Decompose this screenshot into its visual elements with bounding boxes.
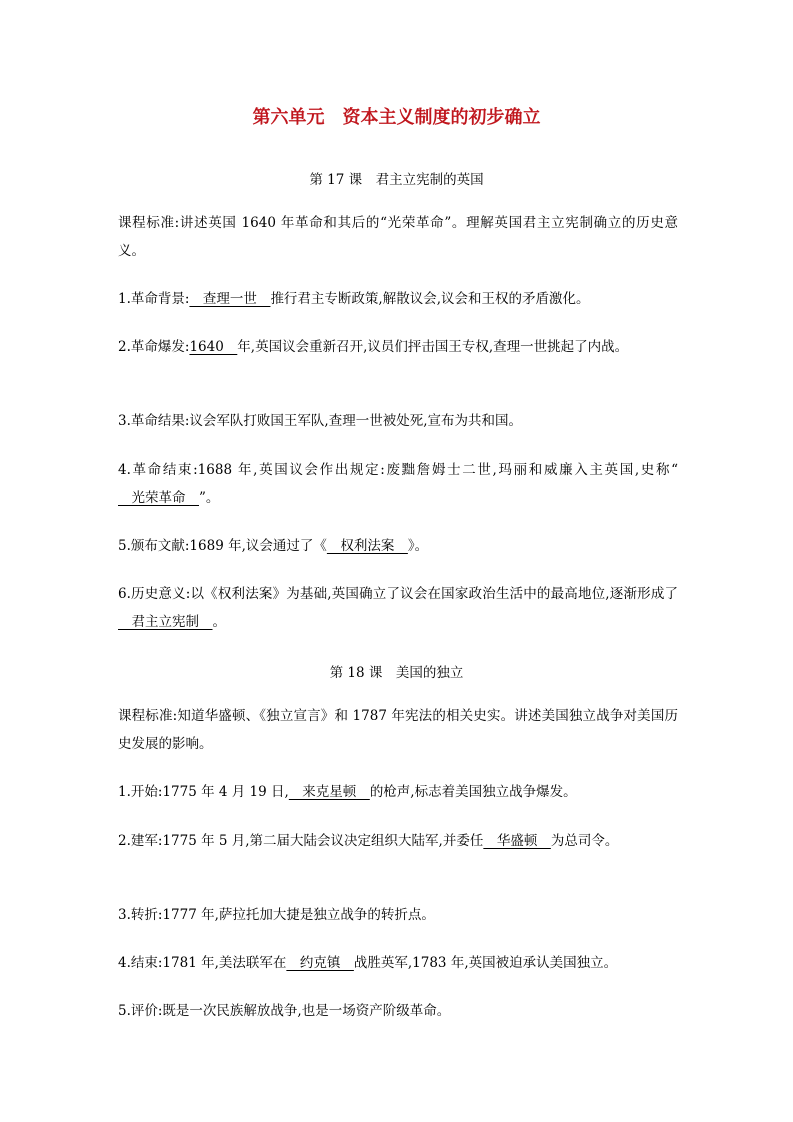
lesson-17-item-3: 3.革命结果:议会军队打败国王军队,查理一世被处死,宣布为共和国。 bbox=[118, 413, 523, 429]
lesson-18-standard: 课程标准:知道华盛顿、《独立宣言》和 1787 年宪法的相关史实。讲述美国独立战争对美国历史发展的影响。 bbox=[118, 708, 678, 752]
answer-blank: 来克星顿 bbox=[288, 784, 370, 800]
lesson-17-title: 第 17 课 君主立宪制的英国 bbox=[309, 172, 484, 188]
lesson-17-item-4: 4.革命结束:1688 年,英国议会作出规定:废黜詹姆士二世,玛丽和威廉入主英国,史称“ 光荣革命 ”。 bbox=[118, 456, 678, 512]
answer-blank: 约克镇 bbox=[286, 955, 354, 971]
answer-blank: 华盛顿 bbox=[483, 833, 551, 849]
lesson-18-item-1: 1.开始:1775 年 4 月 19 日, 来克星顿 的枪声,标志着美国独立战争爆发。 bbox=[118, 778, 678, 806]
lesson-17-item-2: 2.革命爆发:1640 年,英国议会重新召开,议员们抨击国王专权,查理一世挑起了内战。 bbox=[118, 333, 678, 361]
lesson-17-item-6: 6.历史意义:以《权利法案》为基础,英国确立了议会在国家政治生活中的最高地位,逐渐形成了 君主立宪制 。 bbox=[118, 580, 678, 636]
lesson-18-item-5: 5.评价:既是一次民族解放战争,也是一场资产阶级革命。 bbox=[118, 1003, 451, 1019]
unit-title: 第六单元 资本主义制度的初步确立 bbox=[252, 107, 541, 128]
lesson-18-item-2: 2.建军:1775 年 5 月,第二届大陆会议决定组织大陆军,并委任 华盛顿 为总司令。 bbox=[118, 827, 678, 855]
answer-blank: 光荣革命 bbox=[118, 490, 199, 506]
answer-blank: 君主立宪制 bbox=[118, 614, 213, 630]
answer-blank: 1640 bbox=[189, 339, 238, 355]
answer-blank: 查理一世 bbox=[189, 291, 271, 307]
lesson-18-item-4: 4.结束:1781 年,美法联军在 约克镇 战胜英军,1783 年,英国被迫承认美国独立。 bbox=[118, 949, 678, 977]
lesson-17-item-1: 1.革命背景: 查理一世 推行君主专断政策,解散议会,议会和王权的矛盾激化。 bbox=[118, 285, 678, 313]
lesson-18-title: 第 18 课 美国的独立 bbox=[329, 665, 464, 681]
lesson-18-item-3: 3.转折:1777 年,萨拉托加大捷是独立战争的转折点。 bbox=[118, 907, 435, 923]
answer-blank: 权利法案 bbox=[326, 538, 408, 554]
lesson-17-item-5: 5.颁布文献:1689 年,议会通过了《 权利法案 》。 bbox=[118, 532, 678, 560]
lesson-17-standard: 课程标准:讲述英国 1640 年革命和其后的“光荣革命”。理解英国君主立宪制确立的历史意义。 bbox=[118, 215, 678, 259]
